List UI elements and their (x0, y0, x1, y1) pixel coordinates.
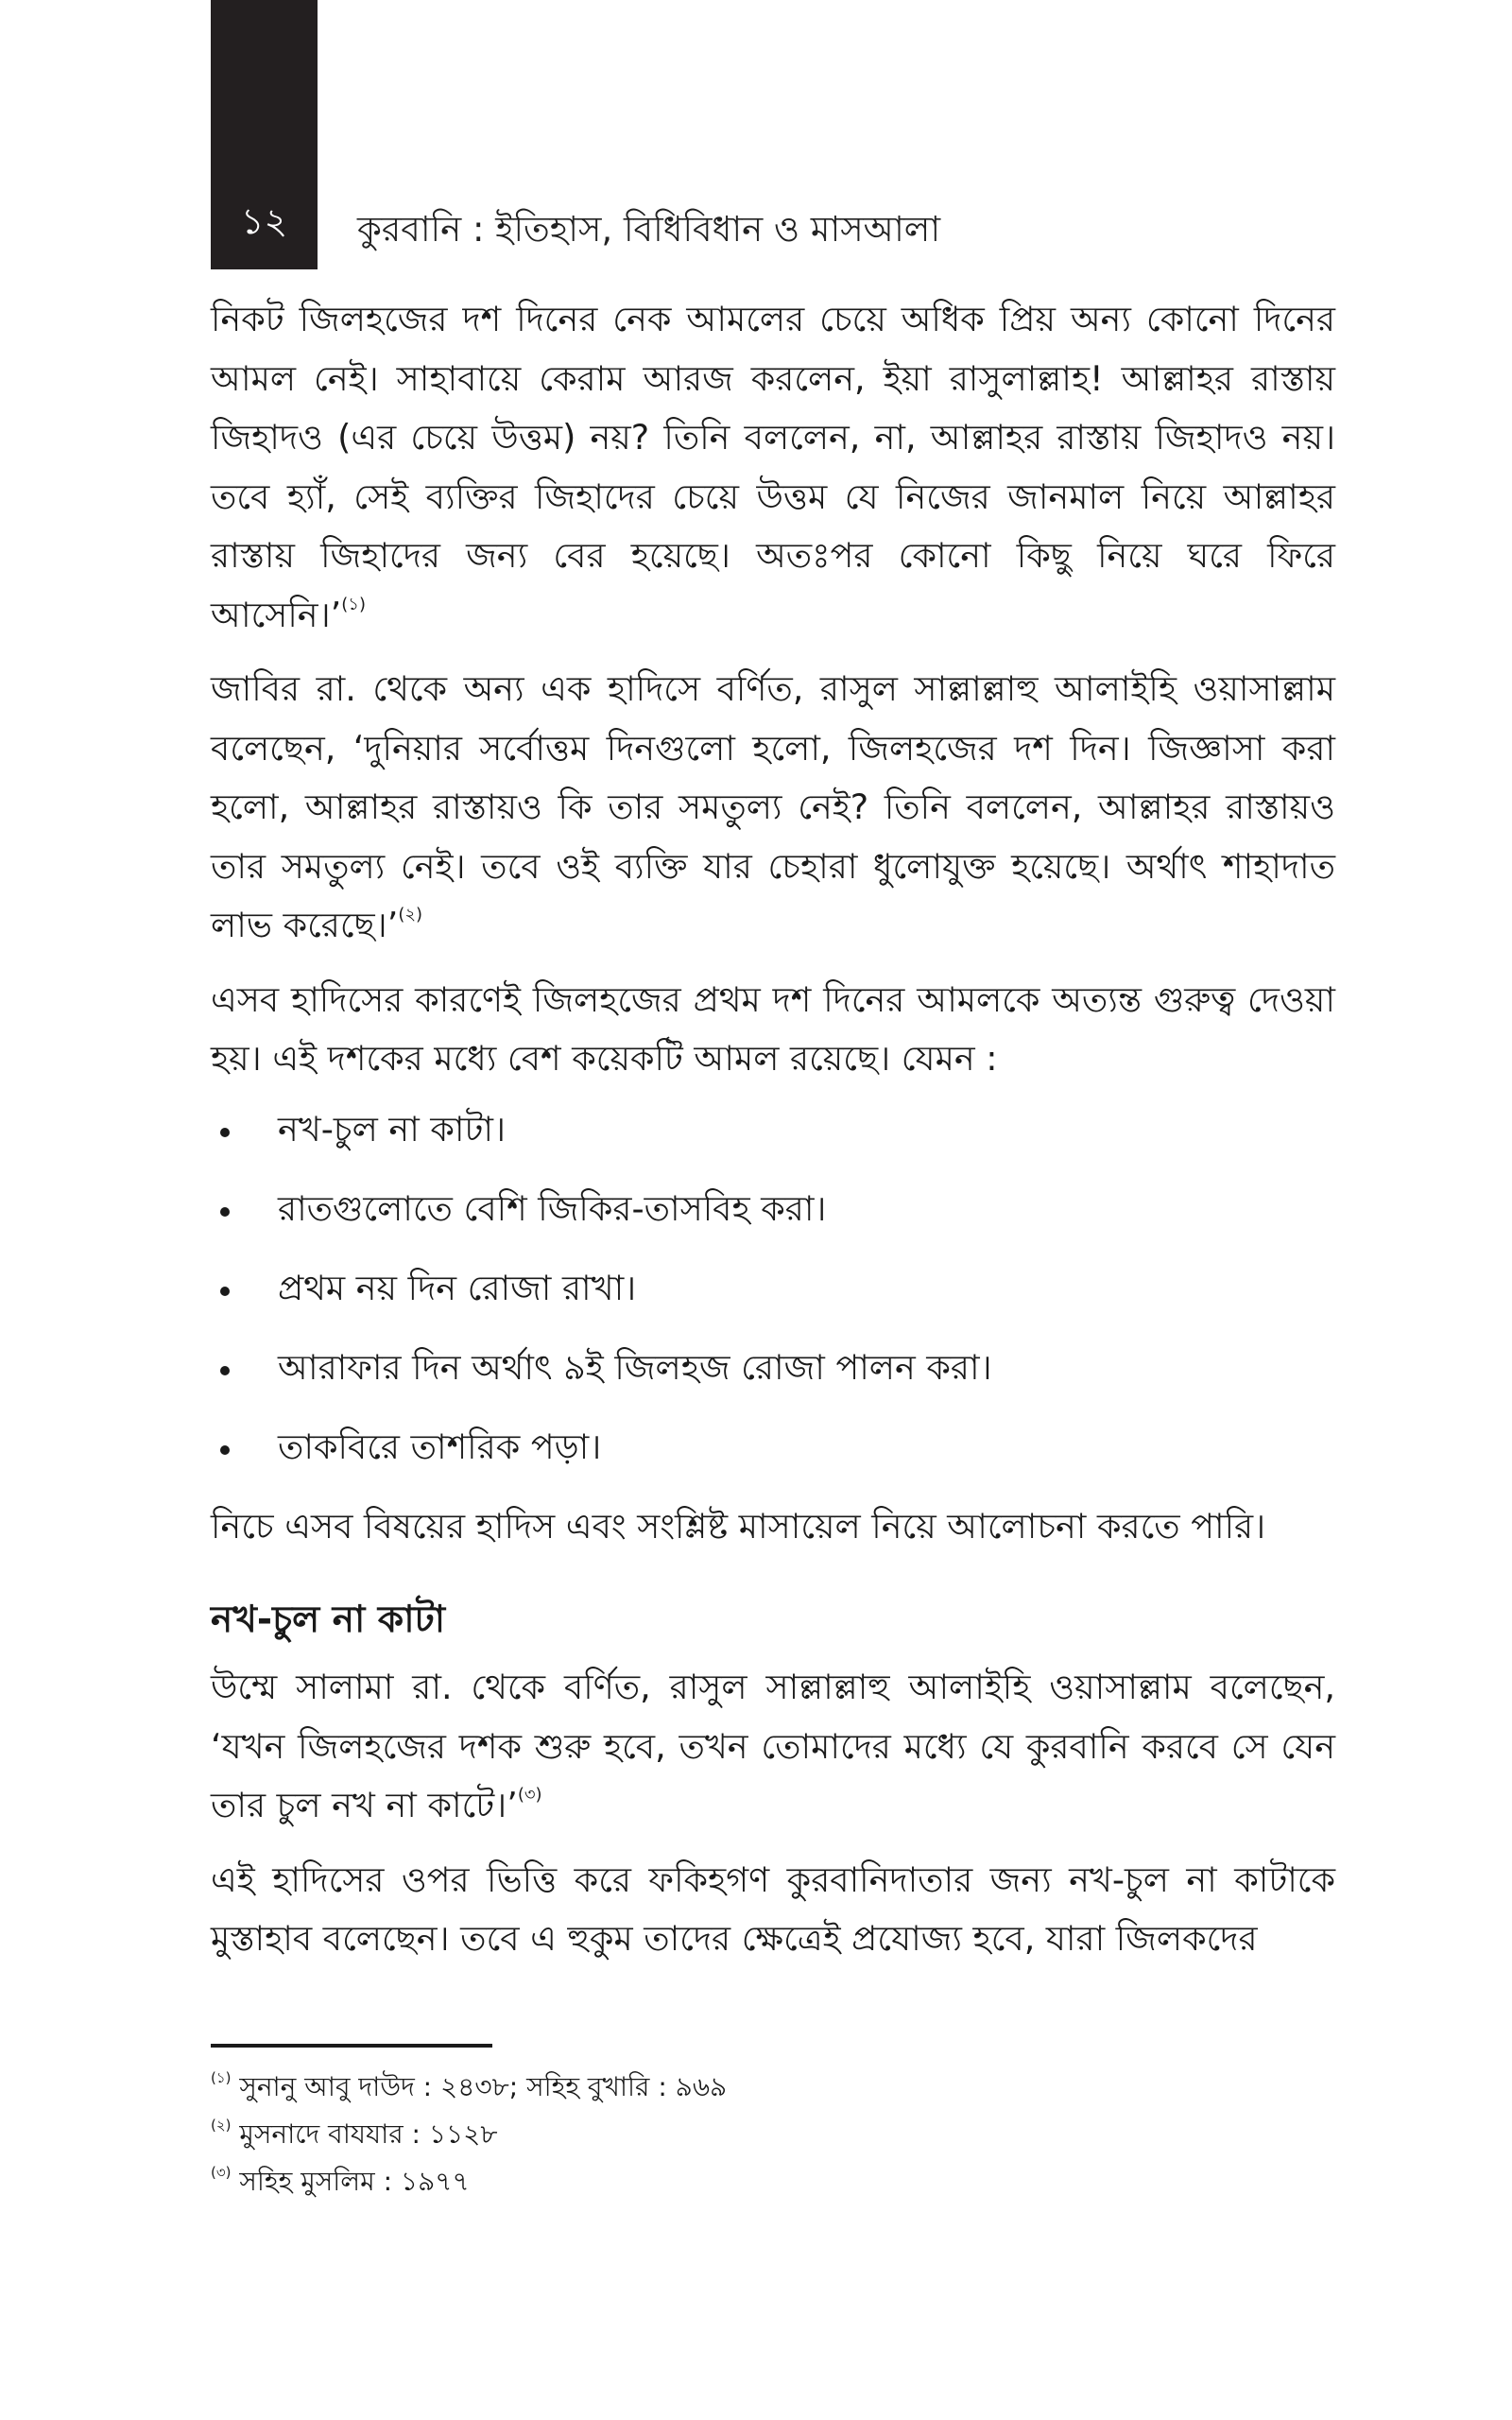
bullet-icon (220, 1366, 230, 1375)
footnote-3-mark: (৩) (211, 2164, 232, 2181)
list-item (211, 1418, 1335, 1497)
paragraph-2 (211, 660, 1335, 956)
footnote-3-text: সহিহ মুসলিম : ১৯৭৭ (239, 2166, 470, 2197)
list-item-text: তাকবিরে তাশরিক পড়া। (278, 1426, 602, 1467)
footnote-ref-1: (১) (341, 594, 366, 614)
list-item-text: রাতগুলোতে বেশি জিকির-তাসবিহ করা। (278, 1187, 827, 1229)
footnote-3 (211, 2161, 727, 2208)
footnotes (211, 2066, 727, 2208)
bullet-icon (220, 1287, 230, 1296)
footnote-ref-2: (২) (398, 905, 423, 925)
page-number-tab (211, 0, 318, 269)
footnote-2 (211, 2114, 727, 2161)
footnote-1-text: সুনানু আবু দাউদ : ২৪৩৮; সহিহ বুখারি : ৯৬৯ (239, 2071, 728, 2102)
page-number: ১২ (240, 200, 288, 242)
list-item-text: প্রথম নয় দিন রোজা রাখা। (278, 1267, 637, 1308)
footnote-2-mark: (২) (211, 2117, 232, 2134)
footnote-1-mark: (১) (211, 2069, 232, 2086)
body-text (211, 290, 1335, 1969)
list-item-text: আরাফার দিন অর্থাৎ ৯ই জিলহজ রোজা পালন করা। (278, 1346, 992, 1388)
paragraph-6: এই হাদিসের ওপর ভিত্তি করে ফকিহগণ কুরবানিদাতার জন্য নখ-চুল না কাটাকে মুস্তাহাব বলেছেন। তবে এ হুকুম তাদের ক্ষেত্রেই প্রযোজ্য হবে, যারা জিলকদের (211, 1858, 1335, 1959)
paragraph-4: নিচে এসব বিষয়ের হাদিস এবং সংশ্লিষ্ট মাসায়েল নিয়ে আলোচনা করতে পারি। (211, 1505, 1266, 1547)
list-item-text: নখ-চুল না কাটা। (278, 1108, 507, 1150)
paragraph-5 (211, 1658, 1335, 1836)
footnote-2-text: মুসনাদে বাযযার : ১১২৮ (239, 2118, 498, 2150)
section-heading: নখ-চুল না কাটা (211, 1599, 446, 1641)
footnote-ref-3: (৩) (517, 1785, 542, 1805)
list-item (211, 1180, 1335, 1259)
bullet-list (211, 1100, 1335, 1497)
bullet-icon (220, 1445, 230, 1455)
paragraph-1-text: নিকট জিলহজের দশ দিনের নেক আমলের চেয়ে অধিক প্রিয় অন্য কোনো দিনের আমল নেই। সাহাবায়ে কেরাম আরজ করলেন, ইয়া রাসুলাল্লাহ! আল্লাহর রাস্তায় জিহাদও (এর চেয়ে উত্তম) নয়? তিনি বললেন, না, আল্লাহর রাস্তায় জিহাদও নয়। তবে হ্যাঁ, সেই ব্যক্তির জিহাদের চেয়ে উত্তম যে নিজের জানমাল নিয়ে আল্লাহর রাস্তায় জিহাদের জন্য বের হয়েছে। অতঃপর কোনো কিছু নিয়ে ঘরে ফিরে আসেনি।’ (211, 299, 1335, 635)
list-item (211, 1100, 1335, 1180)
list-item (211, 1339, 1335, 1418)
paragraph-5-text: উম্মে সালামা রা. থেকে বর্ণিত, রাসুল সাল্লাল্লাহু আলাইহি ওয়াসাল্লাম বলেছেন, ‘যখন জিলহজের দশক শুরু হবে, তখন তোমাদের মধ্যে যে কুরবানি করবে সে যেন তার চুল নখ না কাটে।’ (211, 1667, 1335, 1825)
paragraph-3: এসব হাদিসের কারণেই জিলহজের প্রথম দশ দিনের আমলকে অত্যন্ত গুরুত্ব দেওয়া হয়। এই দশকের মধ্যে বেশ কয়েকটি আমল রয়েছে। যেমন : (211, 978, 1335, 1079)
bullet-icon (220, 1207, 230, 1217)
paragraph-2-text: জাবির রা. থেকে অন্য এক হাদিসে বর্ণিত, রাসুল সাল্লাল্লাহু আলাইহি ওয়াসাল্লাম বলেছেন, ‘দুনিয়ার সর্বোত্তম দিনগুলো হলো, জিলহজের দশ দিন। জিজ্ঞাসা করা হলো, আল্লাহর রাস্তায়ও কি তার সমতুল্য নেই? তিনি বললেন, আল্লাহর রাস্তায়ও তার সমতুল্য নেই। তবে ওই ব্যক্তি যার চেহারা ধুলোযুক্ত হয়েছে। অর্থাৎ শাহাদাত লাভ করেছে।’ (211, 668, 1335, 945)
bullet-icon (220, 1128, 230, 1137)
footnote-divider (211, 2044, 492, 2048)
list-item (211, 1259, 1335, 1339)
paragraph-1 (211, 290, 1335, 645)
running-header-title: কুরবানি : ইতিহাস, বিধিবিধান ও মাসআলা (357, 209, 941, 250)
footnote-1 (211, 2066, 727, 2114)
